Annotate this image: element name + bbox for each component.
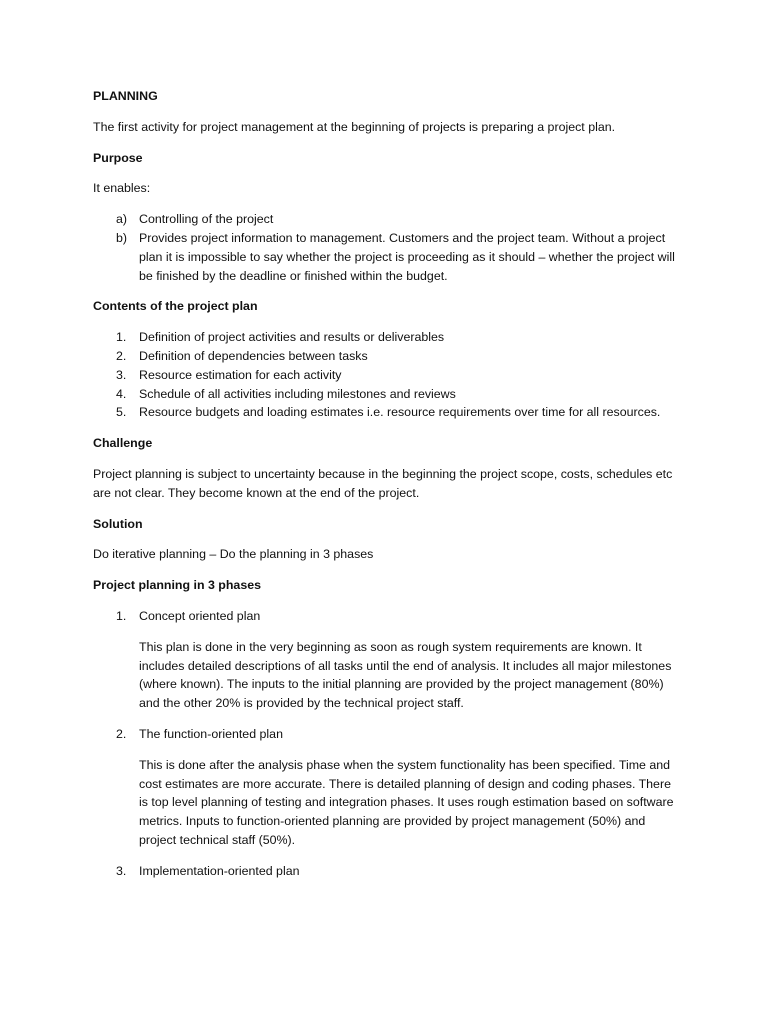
- list-item: [93, 366, 678, 385]
- purpose-lead: It enables:: [93, 181, 151, 196]
- challenge-heading: Challenge: [93, 436, 153, 451]
- list-item-text: Resource budgets and loading estimates i.e. resource requirements over time for all resources.: [139, 405, 661, 420]
- phase-description: This is done after the analysis phase when the system functionality has been specified. Time and cost estimates are more accurate. There is detailed planning of design and coding phases. There is top level planning of testing and integration phases. It uses rough estimation based on software metrics. Inputs to function-oriented planning are provided by project management (50%) and project technical staff (50%).: [139, 757, 674, 847]
- list-item: [93, 347, 678, 366]
- contents-list: [93, 328, 678, 422]
- list-marker: 3.: [116, 863, 127, 878]
- solution-paragraph: Do iterative planning – Do the planning in 3 phases: [93, 547, 374, 562]
- list-item: [93, 862, 678, 881]
- list-marker: a): [116, 212, 128, 227]
- list-marker: 3.: [116, 367, 127, 382]
- solution-heading: Solution: [93, 516, 143, 531]
- list-item: [93, 328, 678, 347]
- list-item-text: Controlling of the project: [139, 212, 274, 227]
- phase-title: The function-oriented plan: [139, 726, 283, 741]
- list-marker: 5.: [116, 405, 127, 420]
- challenge-paragraph: Project planning is subject to uncertainty because in the beginning the project scope, costs, schedules etc are not clear. They become known at the end of the project.: [93, 466, 673, 500]
- contents-heading: Contents of the project plan: [93, 299, 258, 314]
- intro-paragraph: The first activity for project management at the beginning of projects is preparing a project plan.: [93, 119, 616, 134]
- list-marker: 2.: [116, 348, 127, 363]
- list-item: [93, 725, 678, 850]
- list-marker: 2.: [116, 726, 127, 741]
- phases-heading: Project planning in 3 phases: [93, 578, 261, 593]
- phase-description: This plan is done in the very beginning as soon as rough system requirements are known. It includes detailed descriptions of all tasks until the end of analysis. It includes all major milestones (where known). The inputs to the initial planning are provided by the project management (80%) and the other 20% is provided by the technical project staff.: [139, 639, 672, 711]
- phase-title: Implementation-oriented plan: [139, 863, 300, 878]
- list-item-text: Provides project information to management. Customers and the project team. Without a project plan it is impossible to say whether the project is proceeding as it should – whether the project will be finished by the deadline or finished within the budget.: [139, 230, 675, 283]
- phase-title: Concept oriented plan: [139, 608, 261, 623]
- purpose-list: [93, 210, 678, 285]
- phases-list: [93, 607, 678, 881]
- list-item: [93, 403, 678, 422]
- list-marker: 4.: [116, 386, 127, 401]
- document-title: PLANNING: [93, 89, 158, 103]
- list-marker: 1.: [116, 330, 127, 345]
- list-item-text: Definition of dependencies between tasks: [139, 348, 368, 363]
- list-item: [93, 210, 678, 229]
- list-item-text: Resource estimation for each activity: [139, 367, 342, 382]
- list-item-text: Schedule of all activities including milestones and reviews: [139, 386, 456, 401]
- list-item: [93, 385, 678, 404]
- list-item: [93, 229, 678, 285]
- list-marker: b): [116, 230, 128, 245]
- list-item: [93, 607, 678, 713]
- list-item-text: Definition of project activities and results or deliverables: [139, 330, 445, 345]
- list-marker: 1.: [116, 608, 127, 623]
- purpose-heading: Purpose: [93, 150, 143, 165]
